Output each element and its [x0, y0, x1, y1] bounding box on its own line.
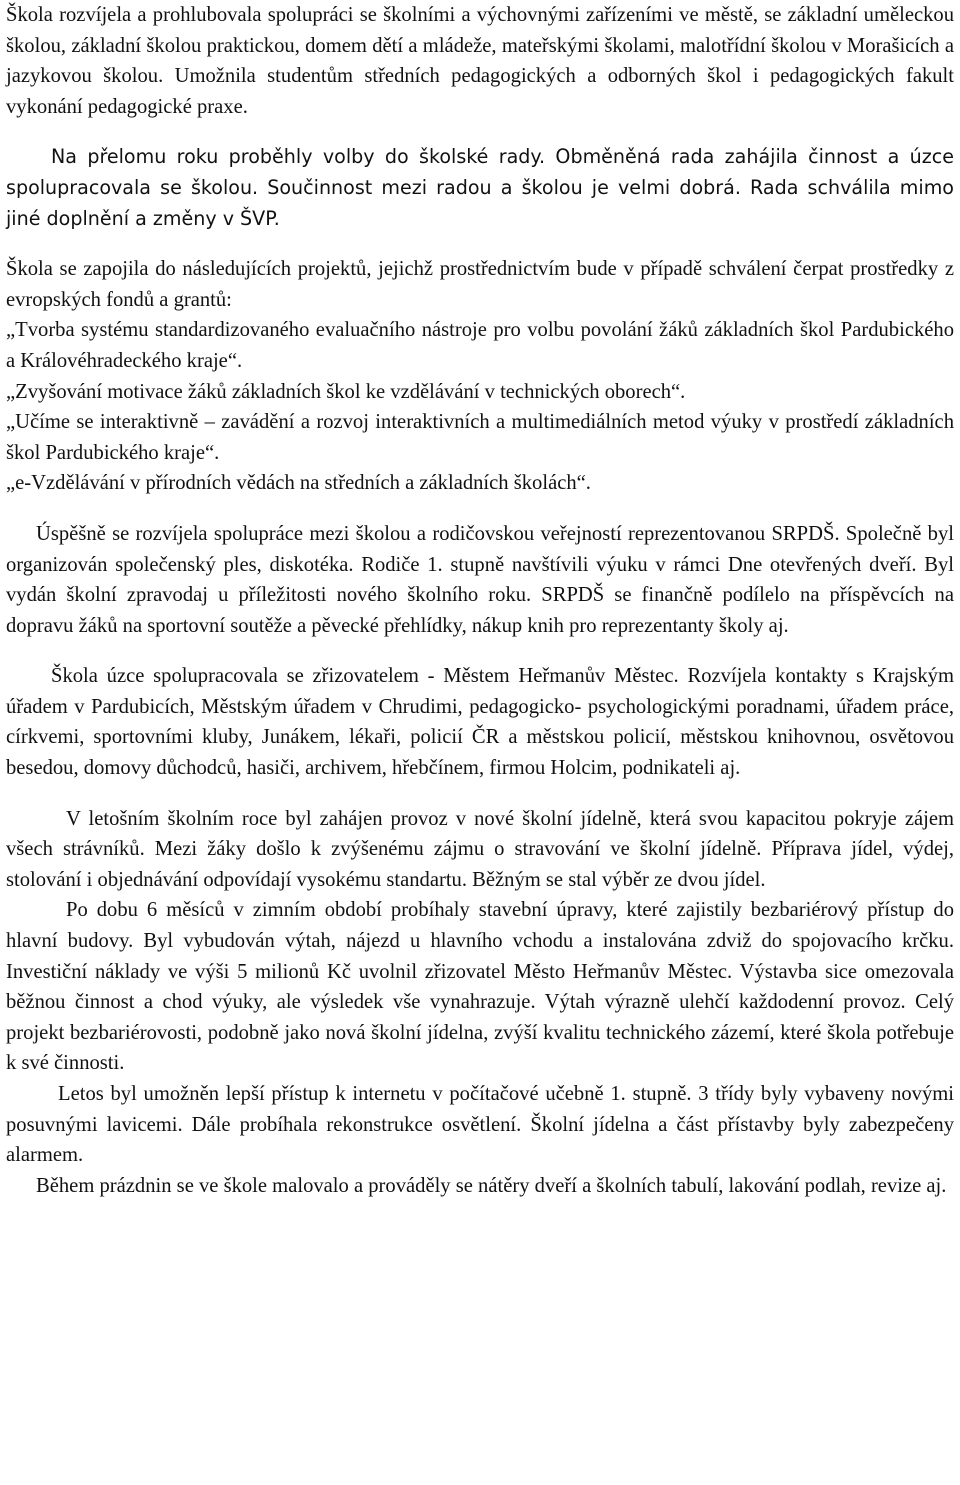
project-item-1: „Tvorba systému standardizovaného evaluačního nástroje pro volbu povolání žáků základních škol Pardubického a Královéhradeckého kraje“. — [6, 319, 954, 372]
paragraph-founder: Škola úzce spolupracovala se zřizovatelem - Městem Heřmanův Městec. Rozvíjela kontakty s Krajským úřadem v Pardubicích, Městským úřadem v Chrudimi, pedagogicko- psychologickými poradnami, úřadem práce, církvemi, sportovními kluby, Junákem, lékaři, policií ČR a městskou policií, městskou knihovnou, osvětovou besedou, domovy důchodců, hasiči, archivem, hřebčínem, firmou Holcim, podnikateli aj. — [6, 665, 954, 780]
paragraph-projects-intro: Škola se zapojila do následujících projektů, jejichž prostřednictvím bude v případě schválení čerpat prostředky z evropských fondů a grantů: — [6, 258, 954, 311]
paragraph-srpds: Úspěšně se rozvíjela spolupráce mezi školou a rodičovskou veřejností reprezentovanou SRPDŠ. Společně byl organizován společenský ples, diskotéka. Rodiče 1. stupně navštívili výuku v rámci Dne otevřených dveří. Byl vydán školní zpravodaj u příležitosti nového školního roku. SRPDŠ se finančně podílelo na příspěvcích na dopravu žáků na sportovní soutěže a pěvecké přehlídky, nákup knih pro reprezentanty školy aj. — [6, 522, 954, 637]
project-item-4: „e-Vzdělávání v přírodních vědách na středních a základních školách“. — [6, 472, 591, 495]
paragraph-internet: Letos byl umožněn lepší přístup k internetu v počítačové učebně 1. stupně. 3 třídy byly vybaveny novými posuvnými lavicemi. Dále probíhala rekonstrukce osvětlení. Školní jídelna a část přístavby byly zabezpečeny alarmem. — [6, 1083, 954, 1167]
paragraph-cooperation: Škola rozvíjela a prohlubovala spolupráci se školními a výchovnými zařízeními ve městě, se základní uměleckou školou, základní školou praktickou, domem dětí a mládeže, mateřskými školami, malotřídní školou v Morašicích a jazykovou školou. Umožnila studentům středních pedagogických a odborných škol i pedagogických fakult vykonání pedagogické praxe. — [6, 4, 954, 118]
project-item-2: „Zvyšování motivace žáků základních škol ke vzdělávání v technických oborech“. — [6, 380, 686, 403]
paragraph-canteen: V letošním školním roce byl zahájen provoz v nové školní jídelně, která svou kapacitou pokryje zájem všech strávníků. Mezi žáky došlo k zvýšenému zájmu o stravování ve školní jídelně. Příprava jídel, výdej, stolování i objednávání odpovídají vysokému standartu. Běžným se stal výběr ze dvou jídel. — [6, 807, 954, 891]
paragraph-holidays: Během prázdnin se ve škole malovalo a prováděly se nátěry dveří a školních tabulí, lakování podlah, revize aj. — [36, 1174, 947, 1197]
paragraph-construction: Po dobu 6 měsíců v zimním období probíhaly stavební úpravy, které zajistily bezbariérový přístup do hlavní budovy. Byl vybudován výtah, nájezd u hlavního vchodu a instalována zdviž do spojovacího krčku. Investiční náklady ve výši 5 milionů Kč uvolnil zřizovatel Město Heřmanův Městec. Výstavba sice omezovala běžnou činnost a chod výuky, ale výsledek vše vynahrazuje. Výtah výrazně ulehčí každodenní provoz. Celý projekt bezbariérovosti, podobně jako nová školní jídelna, zvýší kvalitu technického zázemí, které škola potřebuje k své činnosti. — [6, 899, 954, 1075]
project-item-3: „Učíme se interaktivně – zavádění a rozvoj interaktivních a multimediálních metod výuky v prostředí základních škol Pardubického kraje“. — [6, 411, 954, 464]
paragraph-school-council: Na přelomu roku proběhly volby do školské rady. Obměněná rada zahájila činnost a úzce spolupracovala se školou. Součinnost mezi radou a školou je velmi dobrá. Rada schválila mimo jiné doplnění a změny v ŠVP. — [6, 145, 954, 230]
